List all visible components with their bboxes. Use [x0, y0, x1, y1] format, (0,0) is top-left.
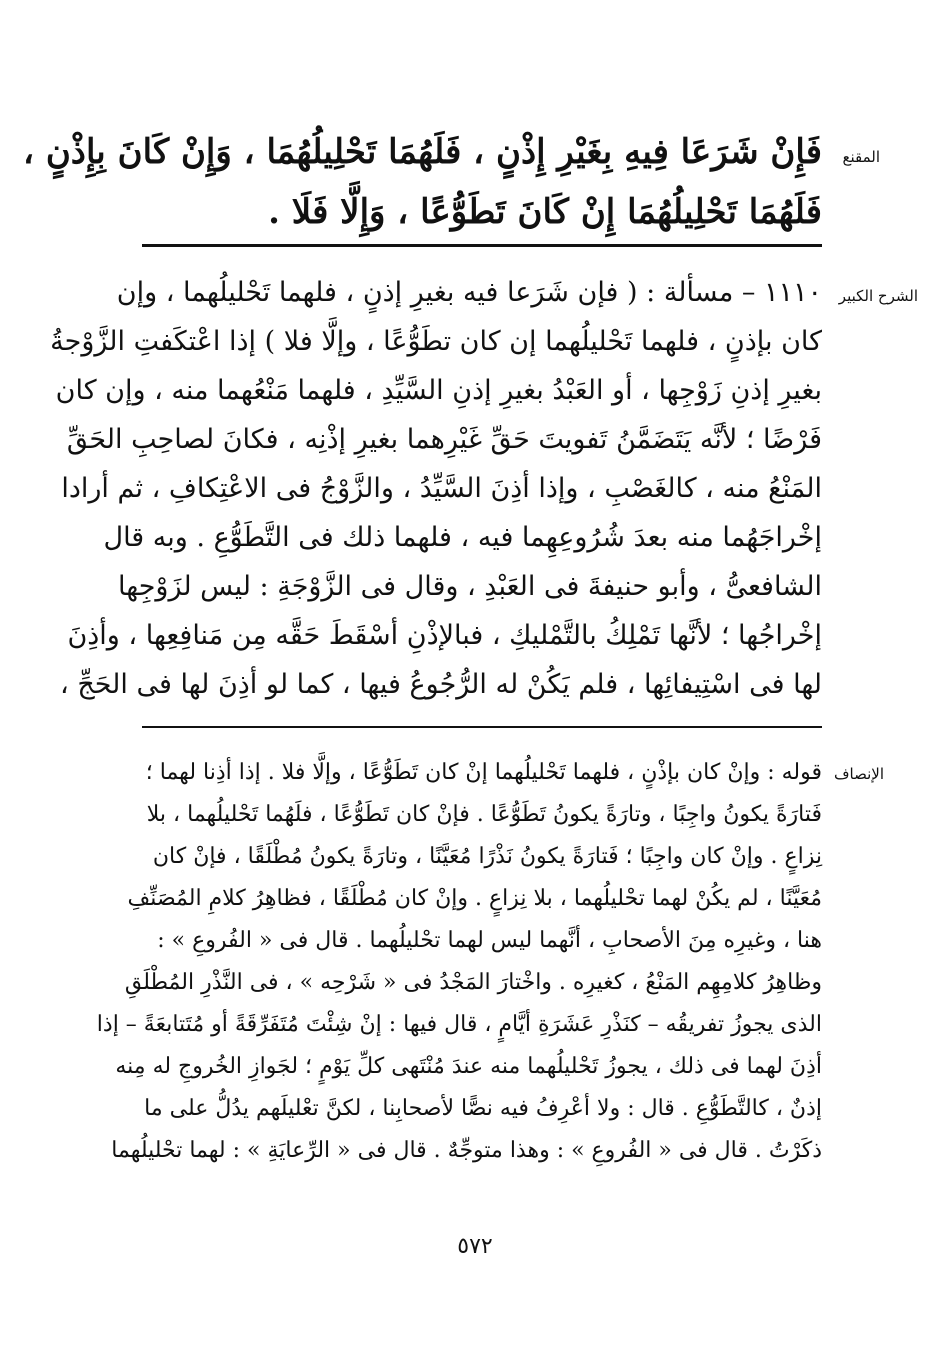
sharh-line: إخْراجُها ؛ لأنَّها تَمْلِكُ بالتَّمْليكِ ، فبالإذْنِ أسْقَطَ حَقَّه مِن مَنافِعِها ، وأذِنَ	[67, 620, 822, 651]
section-label-insaf: الإنصاف	[833, 765, 884, 783]
section-label-muqni: المقنع	[842, 148, 880, 166]
sharh-line: المَنْعُ منه ، كالغَصْبِ ، وإذا أذِنَ السَّيِّدُ ، والزَّوْجُ فى الاعْتِكافِ ، ثم أرادا	[61, 473, 822, 504]
insaf-line: أذِنَ لهما فى ذلك ، يجوزُ تَحْليلُهما منه عندَ مُنْتَهى كلِّ يَوْمٍ ؛ لجَوازِ الخُروجِ له مِنه	[115, 1054, 822, 1079]
section-label-sharh: الشرح الكبير	[838, 287, 918, 305]
section-divider-thick	[142, 244, 822, 247]
sharh-line: بغيرِ إذنِ زَوْجِها ، أو العَبْدُ بغيرِ إذنِ السَّيِّدِ ، فلهما مَنْعُهما منه ، وإن كان	[55, 375, 822, 406]
sharh-line: كان بإذنٍ ، فلهما تَحْليلُهما إن كان تطَوُّعًا ، وإلَّا فلا ) إذا اعْتكَفتِ الزَّوْجةُ	[50, 326, 822, 357]
page-number: ٥٧٢	[457, 1234, 493, 1259]
sharh-line: فَرْضًا ؛ لأنَّه يَتَضَمَّنُ تَفويتَ حَقِّ غَيْرِهما بغيرِ إذْنِه ، فكانَ لصاحِبِ الحَقِّ	[66, 424, 822, 455]
insaf-line: نِزاعٍ . وإنْ كان واجِبًا ؛ فَتارَةً يكونُ نَذْرًا مُعَيَّنًا ، وتارَةً يكونُ مُطْلَقًا ، فإنْ كان	[152, 844, 822, 869]
sharh-line: إخْراجَهُما منه بعدَ شُرُوعِهِما فيه ، فلهما ذلك فى التَّطَوُّعِ . وبه قال	[103, 522, 822, 553]
sharh-line: ١١١٠ – مسألة : ( فإن شَرَعا فيه بغيرِ إذنٍ ، فلهما تَحْليلُهما ، وإن	[116, 277, 822, 308]
insaf-line: وظاهِرُ كلامِهِم المَنْعُ ، كغيرِه . واخْتارَ المَجْدُ فى « شَرْحِه » ، فى النَّذْرِ المُطْلَقِ	[124, 970, 822, 995]
insaf-line: ذكَرْتُ . قال فى « الفُروعِ » : وهذا متوجِّهٌ . قال فى « الرِّعايَةِ » : لهما تحْليلُهما	[111, 1138, 822, 1163]
muqni-line: فَلَهُمَا تَحْلِيلُهُمَا إِنْ كَانَ تَطَوُّعًا ، وَإِلَّا فَلَا .	[268, 192, 822, 232]
insaf-line: قوله : وإنْ كان بإذْنٍ ، فلهما تَحْليلُهما إنْ كان تَطَوُّعًا ، وإلَّا فلا . إذا أذِنا لهما ؛	[145, 760, 822, 785]
sharh-text	[50, 268, 822, 709]
muqni-text	[23, 122, 822, 242]
insaf-line: الذى يجوزُ تفريقُه – كنَذْرِ عَشَرَةِ أيَّامٍ ، قال فيها : إنْ شِئْتَ مُتَفَرِّقَةً أو مُتَتابعَةً – إذا	[96, 1012, 822, 1037]
insaf-line: هنا ، وغيرِه مِنَ الأصحابِ ، أنَّهما ليس لهما تحْليلُهما . قال فى « الفُروعِ » :	[157, 928, 822, 953]
muqni-line: فَإِنْ شَرَعَا فِيهِ بِغَيْرِ إِذْنٍ ، فَلَهُمَا تَحْلِيلُهُمَا ، وَإِنْ كَانَ بِإِذْنٍ ،	[23, 132, 822, 172]
insaf-line: فَتارَةً يكونُ واجِبًا ، وتارَةً يكونُ تَطَوُّعًا . فإنْ كان تَطَوُّعًا ، فلَهُما تَحْليلُهما ، بلا	[146, 802, 822, 827]
insaf-line: مُعَيَّنًا ، لم يكُنْ لهما تحْليلُهما ، بلا نِزاعٍ . وإنْ كان مُطْلَقًا ، فظاهِرُ كلامِ المُصَنِّفِ	[127, 886, 822, 911]
section-divider-thin	[142, 726, 822, 728]
sharh-line: لها فى اسْتِيفائِها ، فلم يَكُنْ له الرُّجُوعُ فيها ، كما لو أذِنَ لها فى الحَجِّ ،	[60, 669, 822, 700]
sharh-line: الشافعىُّ ، وأبو حنيفةَ فى العَبْدِ ، وقال فى الزَّوْجَةِ : ليس لزَوْجِها	[118, 571, 822, 602]
insaf-text	[96, 752, 822, 1172]
insaf-line: إذنٌ ، كالتَّطَوُّعِ . قال : ولا أعْرِفُ فيه نصًّا لأصحابِنا ، لكنَّ تعْليلَهم يدُلُّ على ما	[144, 1096, 822, 1121]
